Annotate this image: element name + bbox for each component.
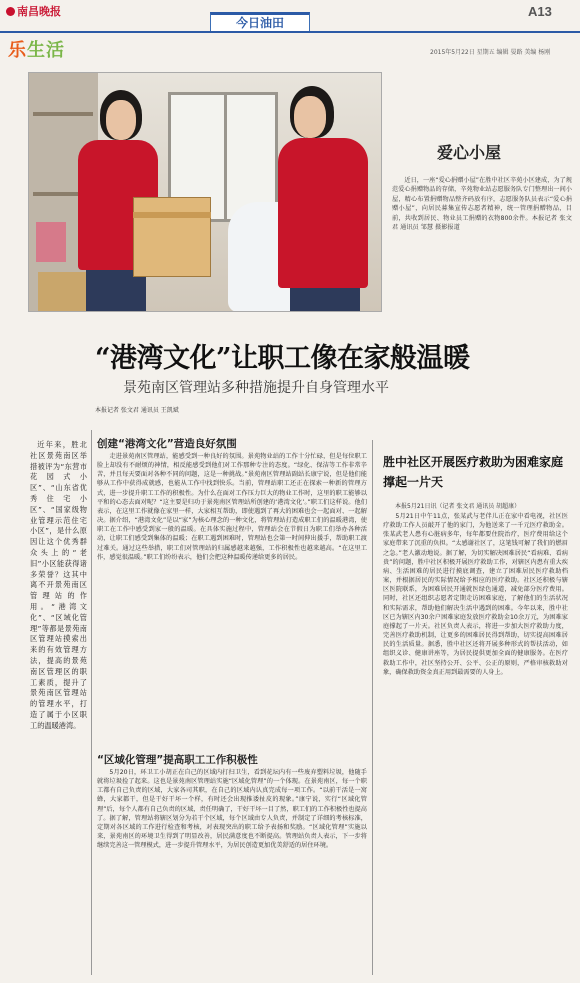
top-rule xyxy=(0,31,580,33)
section-body-2: 5月20日，环卫工小胡正在自己的区域内打扫卫生，看到花坛内有一些废弃塑料垃圾，他随手就将垃圾捡了起来。这也是景苑南区管理站实施“区域化管理”的一个体现。在景苑南区，每一个职工都有自己负责的区域，大家各司其职，在自己的区域内认真完成每一项工作。“以前干活是一窝蜂，大家都干，但是干好干坏一个样，有时还会出现推诿扯皮的现象。”康宁说，实行“区域化管理”后，每个人都有自己负责的区域，责任明确了，干好干坏一目了然，职工们的工作积极性也提高了。据了解，管理站将辖区划分为若干个区域，每个区域由专人负责，并制定了详细的考核标准，定期对各区域的工作进行检查和考核，对表现突出的职工给予表扬和奖励。“区域化管理”实施以来，景苑南区的环境卫生得到了明显改善，居民满意度也不断提高。管理站负责人表示，下一步将继续完善这一管理模式，进一步提升管理水平，为居民创造更加优美舒适的居住环境。 xyxy=(97,769,367,850)
dateline: 2015年5月22日 星期五 编辑 晏路 美编 杨刚 xyxy=(430,49,551,56)
newspaper-logo xyxy=(6,3,61,19)
section-heading-2: “区域化管理”提高职工工作积极性 xyxy=(97,754,258,766)
side-article-body: 5月21日中午11点，张某武与老伴儿正在家中看电视，社区医疗救助工作人员敲开了他的家门，为他送来了一千元医疗救助金。张某武老人患有心脏病多年，每年都要住院治疗，医疗费用给这个家庭带来了沉重的负担。“太感谢社区了，这笔钱可解了我们的燃眉之急。”老人激动地说。据了解，为切实解决困难居民“看病难、看病贵”的问题，胜中社区积极开展医疗救助工作，对辖区内患有重大疾病、生活困难的居民进行摸底调查，建立了困难居民医疗救助档案，并根据居民的实际情况给予相应的医疗救助。社区还积极与辖区医院联系，为困难居民开通就医绿色通道，减免部分医疗费用。同时，社区还组织志愿者定期走访困难家庭，了解他们的生活状况和实际需求，帮助他们解决生活中遇到的困难。今年以来，胜中社区已为辖区内30余户困难家庭发放医疗救助金10余万元，为困难家庭撑起了一片天。社区负责人表示，将进一步加大医疗救助力度，完善医疗救助机制，让更多的困难居民得到帮助，切实提高困难居民的生活质量。据悉，胜中社区还将开展多种形式的帮扶活动，如组织义诊、健康讲座等，为居民提供更加全面的健康服务。在医疗救助工作中，社区坚持公开、公平、公正的原则，严格审核救助对象，确保救助资金真正用到最需要的人身上。 xyxy=(383,513,568,676)
article-lead-column: 近年来，胜北社区景苑南区举措被评为“东营市花园式小区”、“山东省优秀住宅小区”、“国家级物业管理示范住宅小区”，是什么原因让这个优秀群众头上的“老旧”小区能获得诸多荣誉？这其中离不开景苑南区管理站的作用。“港湾文化”、“区域化管理”等都是景苑南区管理站摸索出来的有效管理方法，提高的景苑南区管理区的职工素质，提升了景苑南区管理站的管理水平，打造了属于小区职工的温暖港湾。 xyxy=(30,440,87,730)
column-divider-right xyxy=(372,440,373,975)
channel-word: 生活 xyxy=(27,40,65,61)
section-heading-1: 创建“港湾文化”营造良好氛围 xyxy=(97,438,237,450)
photo-frame xyxy=(28,72,382,312)
page-number: A13 xyxy=(528,4,552,19)
section-tab: 今日油田 xyxy=(210,12,310,32)
article-byline: 本报记者 张文君 通讯员 王凯斌 xyxy=(95,407,179,414)
logo-icon xyxy=(6,7,15,16)
side-article-byline: 本报5月21日讯（记者 张文君 通讯员 胡超康） xyxy=(395,503,521,510)
channel-title xyxy=(8,36,65,62)
main-headline: “港湾文化”让职工像在家般温暖 xyxy=(95,343,470,374)
column-divider xyxy=(91,430,92,975)
photo-caption-body: 近日，一座“爱心捐赠小屋”在胜中社区辛苑小区建成，为了规范爱心捐赠物品的存储，辛苑物业站志愿服务队专门整理出一间小屋，精心布置捐赠物品整齐码放有序，志愿服务队员表示“爱心捐赠小屋”，向居民募集宣传志愿者精神，统一管理捐赠物品，目前，共收到居民、物业员工捐赠的衣物800余件。本报记者 张文君 通讯员 邹慧 摄影报道 xyxy=(392,177,572,232)
sub-headline: 景苑南区管理站多种措施提升自身管理水平 xyxy=(123,380,389,396)
section-body-1: 走进景苑南区管理站，能感受到一种良好的氛围。景苑物业站的工作十分忙碌，但是每位职工脸上却没有不耐烦的神情，相反能感受到他们对工作那种专注的态度。“绿化、保洁等工作非常辛苦，并且每天要面对各种不同的问题，这是一种挑战。”景苑南区管理站副站长康宁说，但是他们能够从工作中获得成就感，也能从工作中找到快乐。当前，管理站职工还正在探索一种新的管理方式，进一步提升职工工作的积极性。为什么在面对工作压力巨大的物业工作时，这里的职工能够以平和的心态去面对呢？“这主要是归功于景苑南区管理站所创建的‘港湾文化’。”职工们这样说。他们表示，在这里工作就像在家里一样，大家相互帮助，即使遇到了再大的困难也会一起面对、一起解决。据介绍，“港湾文化”是以“家”为核心理念的一种文化，将管理站打造成职工们的温暖港湾，使职工在工作中感受到家一般的温暖。在具体实施过程中，管理站会在节假日为职工们举办各种活动，让职工们感受到集体的温暖；在职工遇到困难时，管理站也会第一时间伸出援手，帮助职工渡过难关。通过这些举措，职工们对管理站的归属感越来越强，工作积极性也越来越高。“在这里工作，感觉很温暖。”职工们纷纷表示，他们会把这种温暖传递给更多的居民。 xyxy=(97,453,367,561)
channel-char: 乐 xyxy=(8,40,27,61)
photo-caption-title: 爱心小屋 xyxy=(437,143,502,162)
side-article-headline: 胜中社区开展医疗救助为困难家庭撑起一片天 xyxy=(383,455,564,489)
logo-text: 南昌晚报 xyxy=(17,5,61,18)
